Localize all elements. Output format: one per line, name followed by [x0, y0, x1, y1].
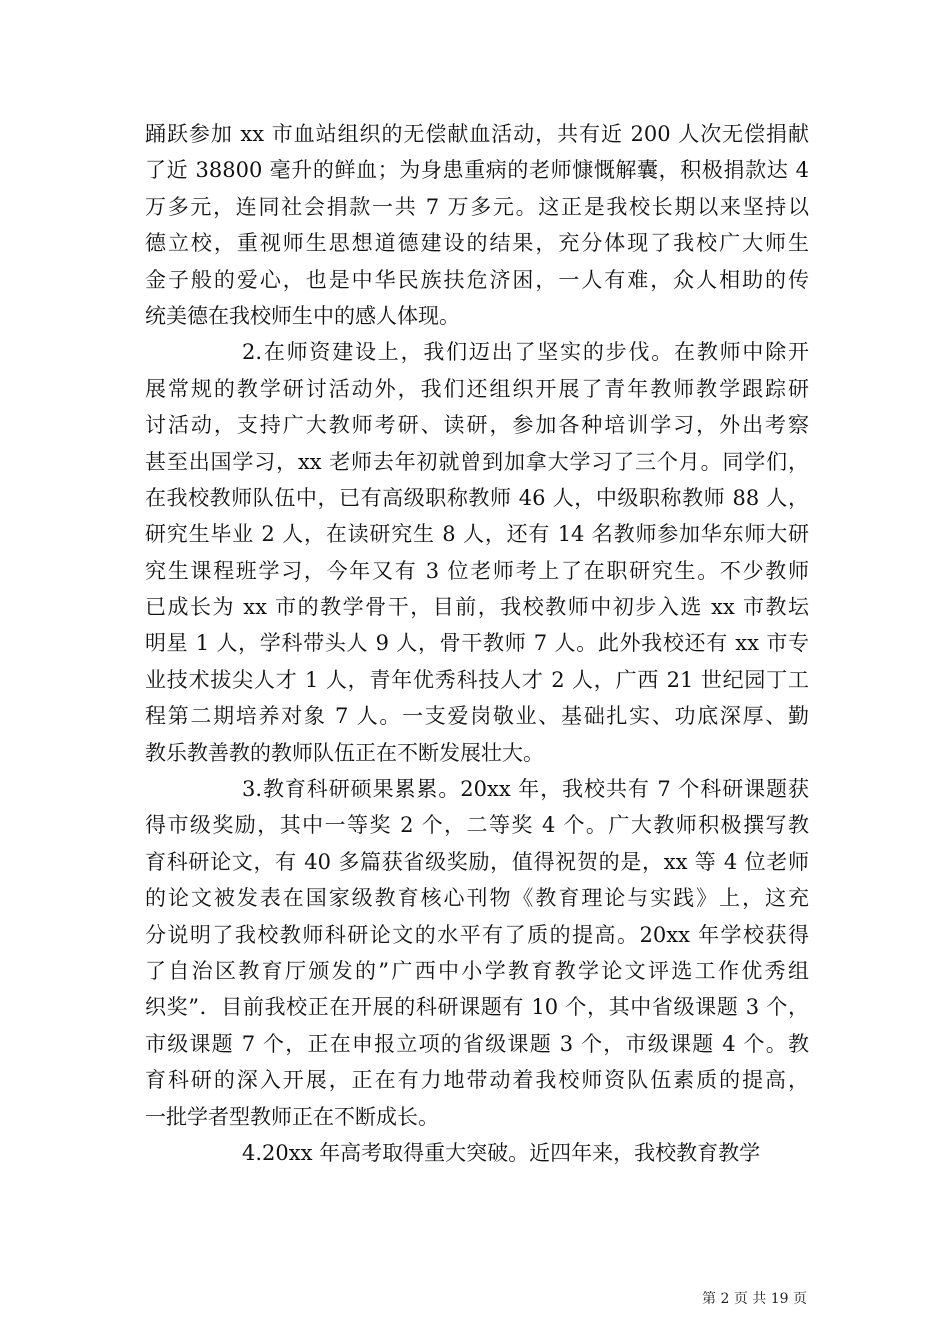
text-line: 甚至出国学习，xx 老师去年初就曾到加拿大学习了三个月。同学们， — [145, 449, 809, 474]
text-line: 金子般的爱心，也是中华民族扶危济困，一人有难，众人相助的传 — [145, 267, 809, 292]
text-line: 明星 1 人，学科带头人 9 人，骨干教师 7 人。此外我校还有 xx 市专 — [145, 631, 809, 656]
paragraph — [145, 1135, 809, 1171]
text-line: 织奖”．目前我校正在开展的科研课题有 10 个，其中省级课题 3 个， — [145, 995, 809, 1020]
text-line: 程第二期培养对象 7 人。一支爱岗敬业、基础扎实、功底深厚、勤 — [145, 704, 809, 729]
text-line: 踊跃参加 xx 市血站组织的无偿献血活动，共有近 200 人次无偿捐献 — [145, 122, 809, 146]
text-line: 已成长为 xx 市的教学骨干，目前，我校教师中初步入选 xx 市教坛 — [145, 595, 809, 620]
text-line: 德立校，重视师生思想道德建设的结果，充分体现了我校广大师生 — [145, 231, 809, 256]
text-line: 3.教育科研硕果累累。20xx 年，我校共有 7 个科研课题获 — [242, 777, 809, 802]
text-line: 分说明了我校教师科研论文的水平有了质的提高。20xx 年学校获得 — [145, 922, 809, 947]
text-line: 了近 38800 毫升的鲜血；为身患重病的老师慷慨解囊，积极捐款达 4 — [145, 158, 809, 183]
text-line: 教乐教善教的教师队伍正在不断发展壮大。 — [145, 740, 544, 765]
text-line: 在我校教师队伍中，已有高级职称教师 46 人，中级职称教师 88 人， — [145, 485, 809, 510]
document-body — [145, 116, 809, 1171]
text-line: 讨活动，支持广大教师考研、读研，参加各种培训学习，外出考察 — [145, 413, 809, 438]
text-line: 业技术拔尖人才 1 人，青年优秀科技人才 2 人，广西 21 世纪园丁工 — [145, 667, 809, 692]
text-line: 了自治区教育厅颁发的”广西中小学教育教学论文评选工作优秀组 — [145, 958, 809, 983]
page-number: 第 2 页 共 19 页 — [702, 1291, 807, 1307]
text-line: 得市级奖励，其中一等奖 2 个，二等奖 4 个。广大教师积极撰写教 — [145, 813, 809, 838]
paragraph — [145, 116, 809, 334]
text-line: 育科研的深入开展，正在有力地带动着我校师资队伍素质的提高， — [145, 1068, 809, 1093]
text-line: 2.在师资建设上，我们迈出了坚实的步伐。在教师中除开 — [242, 340, 809, 365]
text-line: 4.20xx 年高考取得重大突破。近四年来，我校教育教学 — [242, 1140, 761, 1165]
text-line: 究生课程班学习，今年又有 3 位老师考上了在职研究生。不少教师 — [145, 558, 809, 583]
text-line: 的论文被发表在国家级教育核心刊物《教育理论与实践》上，这充 — [145, 886, 809, 911]
paragraph — [145, 771, 809, 1135]
text-line: 育科研论文，有 40 多篇获省级奖励，值得祝贺的是，xx 等 4 位老师 — [145, 849, 809, 874]
text-line: 统美德在我校师生中的感人体现。 — [145, 303, 460, 328]
paragraph — [145, 334, 809, 771]
text-line: 市级课题 7 个，正在申报立项的省级课题 3 个，市级课题 4 个。教 — [145, 1031, 809, 1056]
text-line: 展常规的教学研讨活动外，我们还组织开展了青年教师教学跟踪研 — [145, 376, 809, 401]
text-line: 一批学者型教师正在不断成长。 — [145, 1104, 439, 1129]
text-line: 研究生毕业 2 人，在读研究生 8 人，还有 14 名教师参加华东师大研 — [145, 522, 809, 547]
text-line: 万多元，连同社会捐款一共 7 万多元。这正是我校长期以来坚持以 — [145, 194, 809, 219]
